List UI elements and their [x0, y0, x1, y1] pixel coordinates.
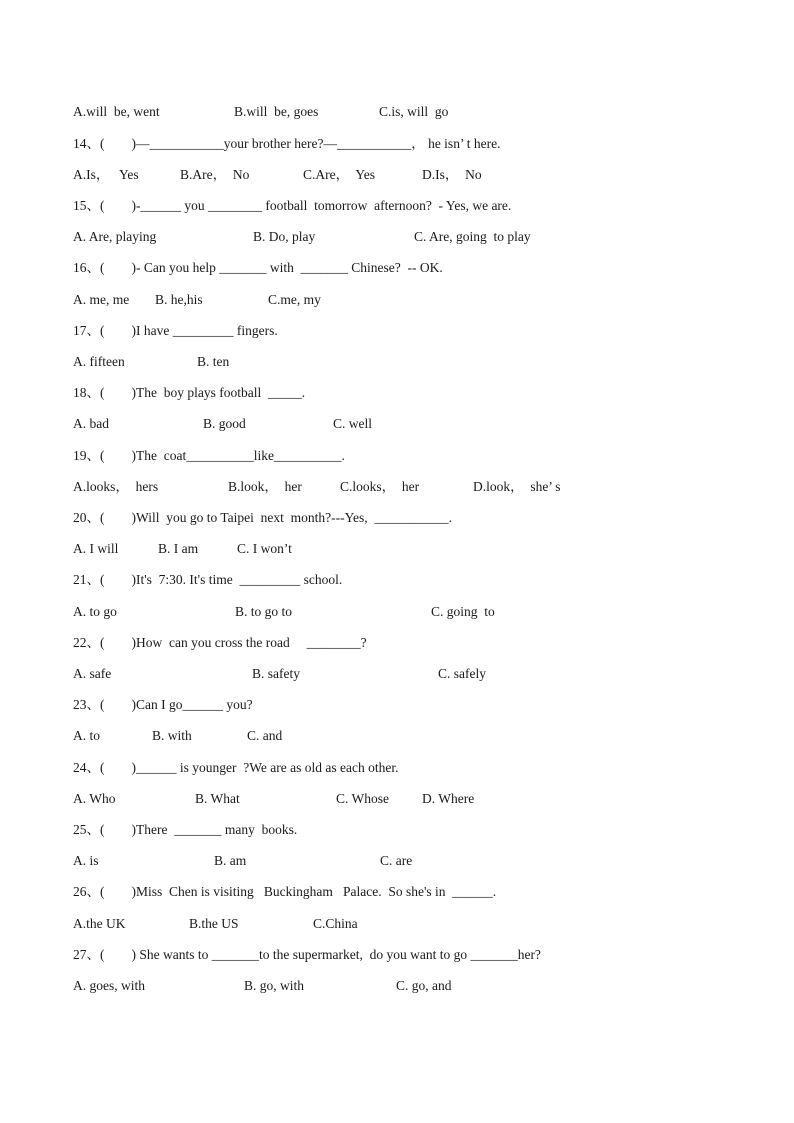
- option-b: B.look， her: [228, 479, 302, 494]
- option-a: A. safe: [73, 666, 112, 681]
- option-a: A.looks， hers: [73, 479, 159, 494]
- option-a: A.Is， Yes: [73, 167, 139, 182]
- option-c: C. are: [380, 853, 413, 868]
- option-d: D.Is， No: [422, 167, 482, 182]
- option-b: B.will be, goes: [234, 104, 319, 119]
- options-row-25: [73, 851, 413, 871]
- option-a: A. to go: [73, 604, 117, 619]
- option-c: C. go, and: [396, 978, 452, 993]
- option-b: B. he,his: [155, 292, 203, 307]
- option-b: B. Do, play: [253, 229, 316, 244]
- options-row-22: [73, 664, 486, 684]
- option-c: C. and: [247, 728, 283, 743]
- question-26: 26、( )Miss Chen is visiting Buckingham Palace. So she's in ______.: [73, 884, 497, 899]
- question-18: 18、( )The boy plays football _____.: [73, 385, 306, 400]
- option-c: C. I won’t: [237, 541, 292, 556]
- option-c: C. well: [333, 416, 372, 431]
- option-a: A. Who: [73, 791, 116, 806]
- option-d: D.look， she’ s: [473, 479, 561, 494]
- options-row-14: [73, 165, 482, 185]
- option-a: A. I will: [73, 541, 119, 556]
- option-b: B. to go to: [235, 604, 293, 619]
- option-b: B. with: [152, 728, 192, 743]
- option-b: B. ten: [197, 354, 230, 369]
- option-b: B. safety: [252, 666, 300, 681]
- options-row-27: [73, 976, 452, 996]
- options-row-20: [73, 539, 292, 559]
- option-b: B. am: [214, 853, 247, 868]
- option-b: B.the US: [189, 916, 239, 931]
- option-a: A. Are, playing: [73, 229, 157, 244]
- option-c: C.is, will go: [379, 104, 449, 119]
- options-row-24: [73, 789, 475, 809]
- question-16: 16、( )- Can you help _______ with _______ Chinese? -- OK.: [73, 260, 443, 275]
- option-c: C. Are, going to play: [414, 229, 531, 244]
- option-c: C.looks， her: [340, 479, 420, 494]
- question-27: 27、( ) She wants to _______to the supermarket, do you want to go _______her?: [73, 947, 541, 962]
- options-row-18: [73, 414, 372, 434]
- option-c: C. going to: [431, 604, 495, 619]
- option-b: B. go, with: [244, 978, 305, 993]
- question-19: 19、( )The coat__________like__________.: [73, 448, 345, 463]
- question-25: 25、( )There _______ many books.: [73, 822, 298, 837]
- question-14: 14、( )—___________your brother here?—___________， he isn’ t here.: [73, 136, 501, 151]
- question-22: 22、( )How can you cross the road ________?: [73, 635, 367, 650]
- option-c: C. Whose: [336, 791, 389, 806]
- option-b: B. I am: [158, 541, 199, 556]
- options-row-26: [73, 914, 358, 934]
- question-21: 21、( )It's 7:30. It's time _________ school.: [73, 572, 343, 587]
- options-row-19: [73, 477, 561, 497]
- option-a: A. to: [73, 728, 100, 743]
- option-a: A.will be, went: [73, 104, 160, 119]
- options-row-16: [73, 290, 321, 310]
- option-c: C.Are， Yes: [303, 167, 376, 182]
- option-b: B. good: [203, 416, 246, 431]
- option-b: B.Are， No: [180, 167, 250, 182]
- option-d: D. Where: [422, 791, 475, 806]
- options-row-21: [73, 602, 495, 622]
- question-17: 17、( )I have _________ fingers.: [73, 323, 278, 338]
- option-a: A. goes, with: [73, 978, 145, 993]
- options-row-17: [73, 352, 230, 372]
- options-row-23: [73, 726, 283, 746]
- option-a: A. fifteen: [73, 354, 125, 369]
- options-row-13: [73, 102, 449, 122]
- option-a: A. me, me: [73, 292, 130, 307]
- question-23: 23、( )Can I go______ you?: [73, 697, 253, 712]
- question-20: 20、( )Will you go to Taipei next month?---Yes, ___________.: [73, 510, 452, 525]
- options-row-15: [73, 227, 531, 247]
- question-24: 24、( )______ is younger ?We are as old as each other.: [73, 760, 399, 775]
- option-a: A. bad: [73, 416, 109, 431]
- option-a: A. is: [73, 853, 99, 868]
- option-c: C. safely: [438, 666, 486, 681]
- option-a: A.the UK: [73, 916, 126, 931]
- option-c: C.China: [313, 916, 358, 931]
- question-15: 15、( )-______ you ________ football tomorrow afternoon? - Yes, we are.: [73, 198, 512, 213]
- option-b: B. What: [195, 791, 240, 806]
- option-c: C.me, my: [268, 292, 321, 307]
